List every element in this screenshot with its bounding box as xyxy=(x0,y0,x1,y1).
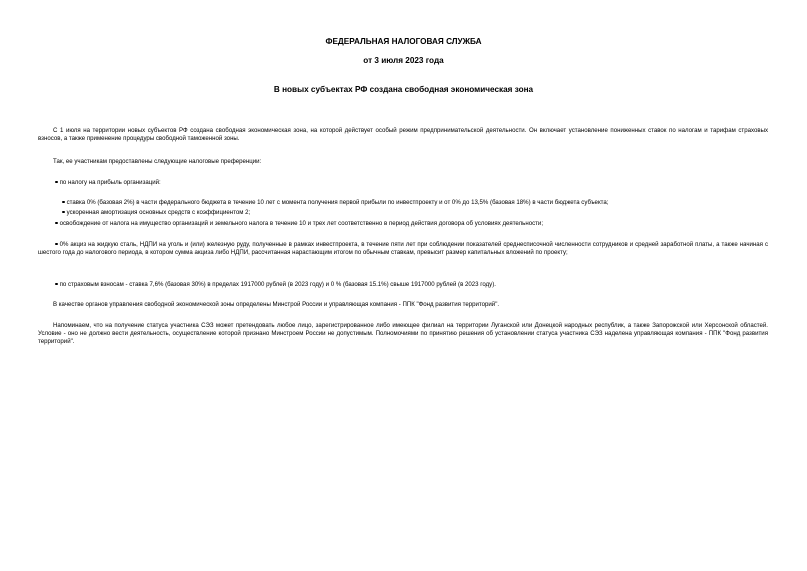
bullet-icon xyxy=(55,283,58,286)
profit-tax-text: по налогу на прибыль организаций: xyxy=(59,179,161,186)
intro-text: С 1 июля на территории новых субъектов РФ создана свободная экономическая зона, на которой действует особый режим предпринимательской деятельности. Он включает установление пониженных ставок по налогам и тарифам страховых взносов, а также применение процедуры свободной таможенной зоны. xyxy=(38,127,768,142)
insurance-text: по страховым взносам - ставка 7,6% (базовая 30%) в пределах 1917000 рублей (в 2023 году) и 0 % (базовая 15.1%) свыше 1917000 рублей (в 2023 году). xyxy=(59,281,496,288)
page-title: В новых субъектах РФ создана свободная экономическая зона xyxy=(273,85,534,94)
rate-text: ставка 0% (базовая 2%) в части федерального бюджета в течение 10 лет с момента получения первой прибыли по инвестпроекту и от 0% до 13,5% (базовая 18%) в части бюджета субъекта; xyxy=(66,199,609,206)
agency-name: ФЕДЕРАЛЬНАЯ НАЛОГОВАЯ СЛУЖБА xyxy=(325,37,482,46)
list-item-excise xyxy=(38,241,768,257)
list-item-profit-tax xyxy=(55,179,161,187)
document-date: от 3 июля 2023 года xyxy=(363,56,444,65)
management-paragraph: В качестве органов управления свободной экономической зоны определены Минстрой России и управляющая компания - ППК "Фонд развития территорий". xyxy=(53,301,500,308)
amortization-text: ускоренная амортизация основных средств с коэффициентом 2; xyxy=(66,209,251,216)
list-item-insurance xyxy=(55,281,496,289)
list-item-amortization xyxy=(62,209,250,217)
property-tax-text: освобождение от налога на имущество организаций и земельного налога в течение 10 и трех лет соответственно в период действия договора об условиях деятельности; xyxy=(59,220,544,227)
bullet-icon xyxy=(55,243,58,246)
bullet-icon xyxy=(55,181,58,184)
list-item-property-tax xyxy=(55,220,543,228)
reminder-text: Напоминаем, что на получение статуса участника СЭЗ может претендовать любое лицо, зарегистрированное либо имеющее филиал на территории Луганской или Донецкой народных республик, а также Запорожской или Херсонской областей. Условие - оно не должно вести деятельность, осуществление которой признано Минстроем России не допустимым. Полномочиями по принятию решения об установлении статуса участника СЭЗ наделена управляющая компания - ППК "Фонд развития территорий". xyxy=(38,322,768,345)
bullet-icon xyxy=(62,201,65,204)
bullet-icon xyxy=(62,211,65,214)
bullet-icon xyxy=(55,222,58,225)
excise-text: 0% акциз на жидкую сталь, НДПИ на уголь и (или) железную руду, полученные в рамках инвестпроекта, в течение пяти лет при соблюдении показателей среднесписочной численности сотрудников и средней заработной платы, а также начиная с шестого года до налогового периода, в котором сумма акциза либо НДПИ, рассчитанная нарастающим итогом по обычным ставкам, превысит размер капитальных вложений по проекту; xyxy=(38,241,768,256)
preferences-intro: Так, ее участникам предоставлены следующие налоговые преференции: xyxy=(53,158,262,165)
intro-paragraph xyxy=(38,127,768,143)
reminder-paragraph xyxy=(38,322,768,346)
list-item-rate xyxy=(62,199,609,207)
